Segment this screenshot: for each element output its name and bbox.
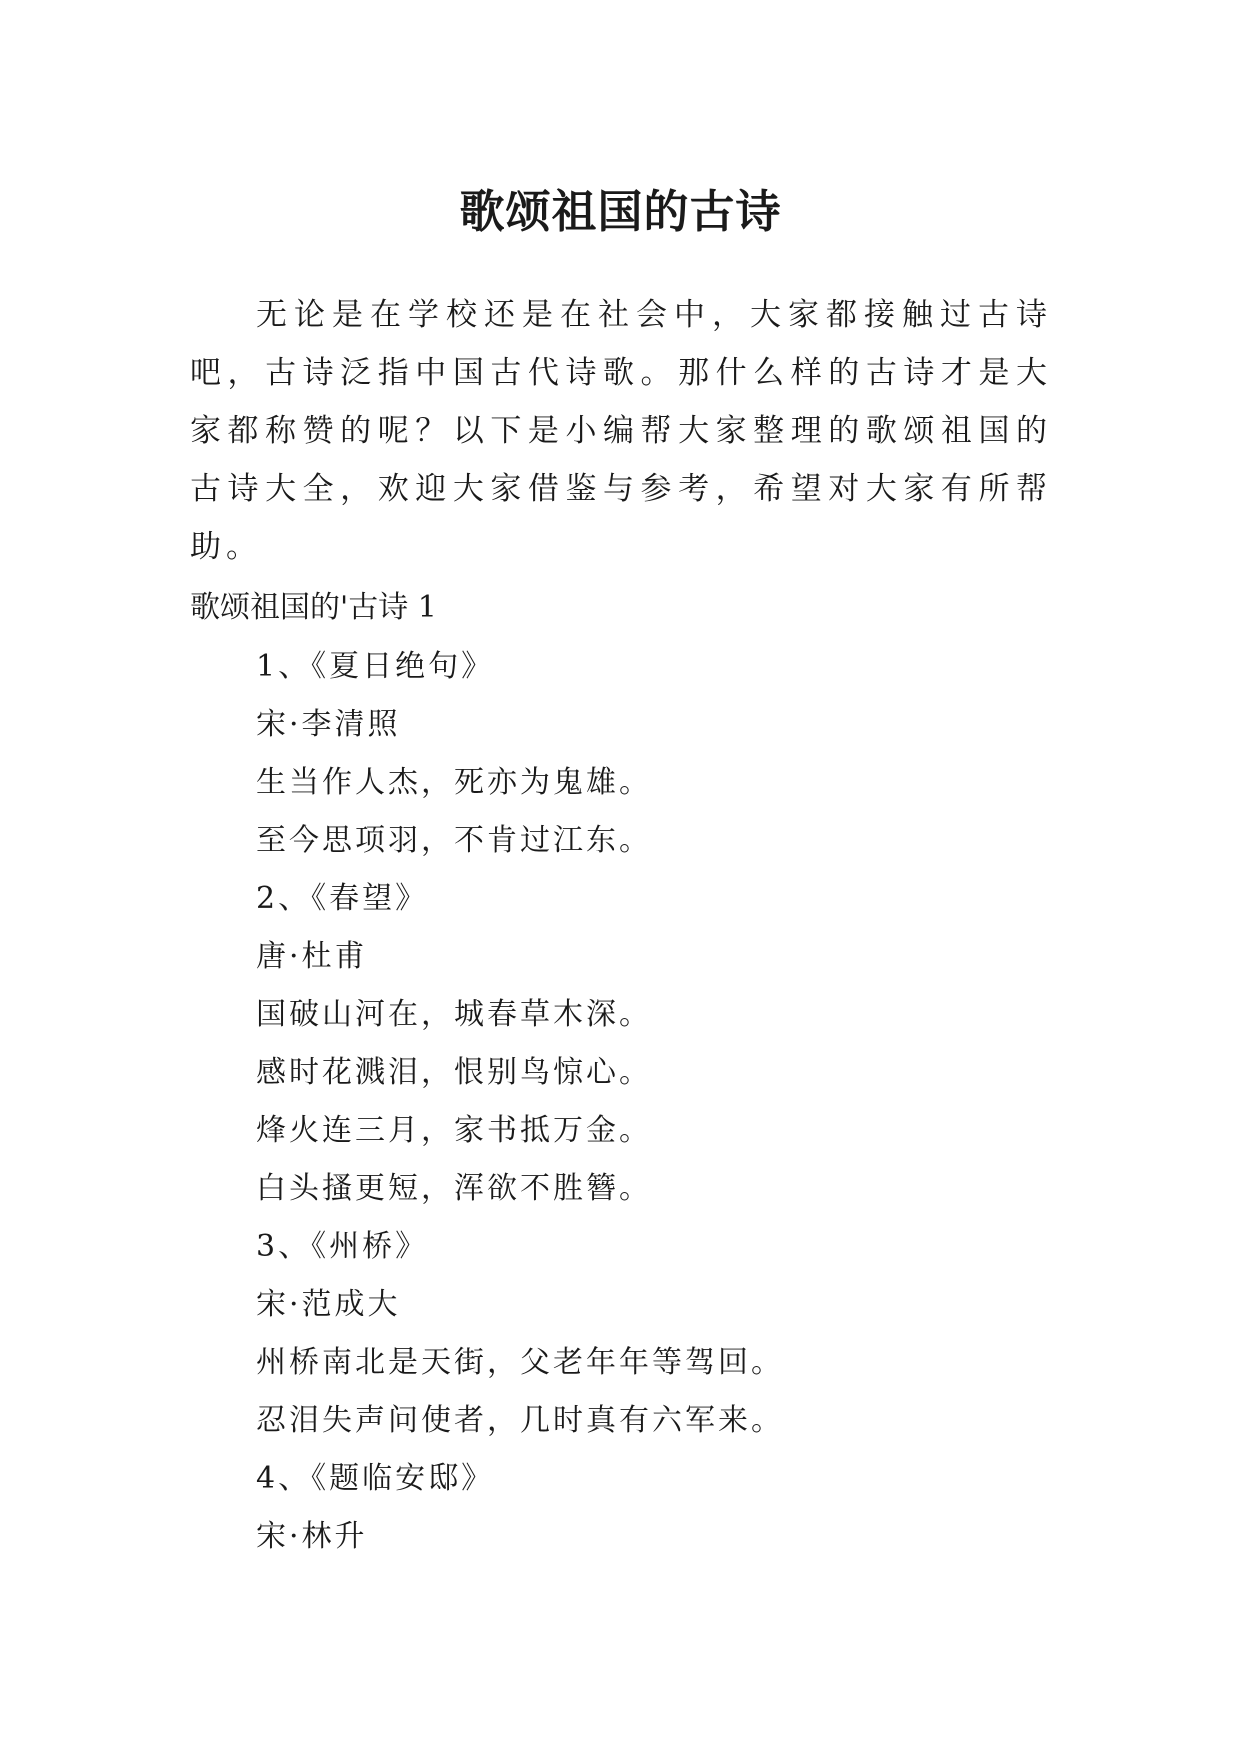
poem-line: 州桥南北是天街，父老年年等驾回。 bbox=[256, 1345, 784, 1380]
poem-line: 忍泪失声问使者，几时真有六军来。 bbox=[256, 1403, 784, 1438]
page-title: 歌颂祖国的古诗 bbox=[459, 185, 782, 239]
poem-title: 4、《题临安邸》 bbox=[256, 1461, 495, 1496]
poem-line: 感时花溅泪，恨别鸟惊心。 bbox=[256, 1055, 652, 1090]
poem-author: 宋·范成大 bbox=[256, 1287, 401, 1322]
poem-line: 至今思项羽，不肯过江东。 bbox=[256, 823, 652, 858]
poem-title: 1、《夏日绝句》 bbox=[256, 649, 495, 684]
poem-list bbox=[256, 638, 784, 1566]
poem-line: 白头搔更短，浑欲不胜簪。 bbox=[256, 1171, 652, 1206]
poem-line: 生当作人杰，死亦为鬼雄。 bbox=[256, 765, 652, 800]
poem-title: 3、《州桥》 bbox=[256, 1229, 429, 1264]
poem-title: 2、《春望》 bbox=[256, 881, 429, 916]
poem-author: 唐·杜甫 bbox=[256, 939, 368, 974]
poem-line: 烽火连三月，家书抵万金。 bbox=[256, 1113, 652, 1148]
poem-line: 国破山河在，城春草木深。 bbox=[256, 997, 652, 1032]
intro-paragraph: 无论是在学校还是在社会中，大家都接触过古诗吧，古诗泛指中国古代诗歌。那什么样的古诗才是大家都称赞的呢？以下是小编帮大家整理的歌颂祖国的古诗大全，欢迎大家借鉴与参考，希望对大家有所帮助。 bbox=[190, 297, 1052, 565]
poem-author: 宋·林升 bbox=[256, 1519, 368, 1554]
poem-author: 宋·李清照 bbox=[256, 707, 401, 742]
section-heading: 歌颂祖国的'古诗 1 bbox=[190, 590, 437, 625]
